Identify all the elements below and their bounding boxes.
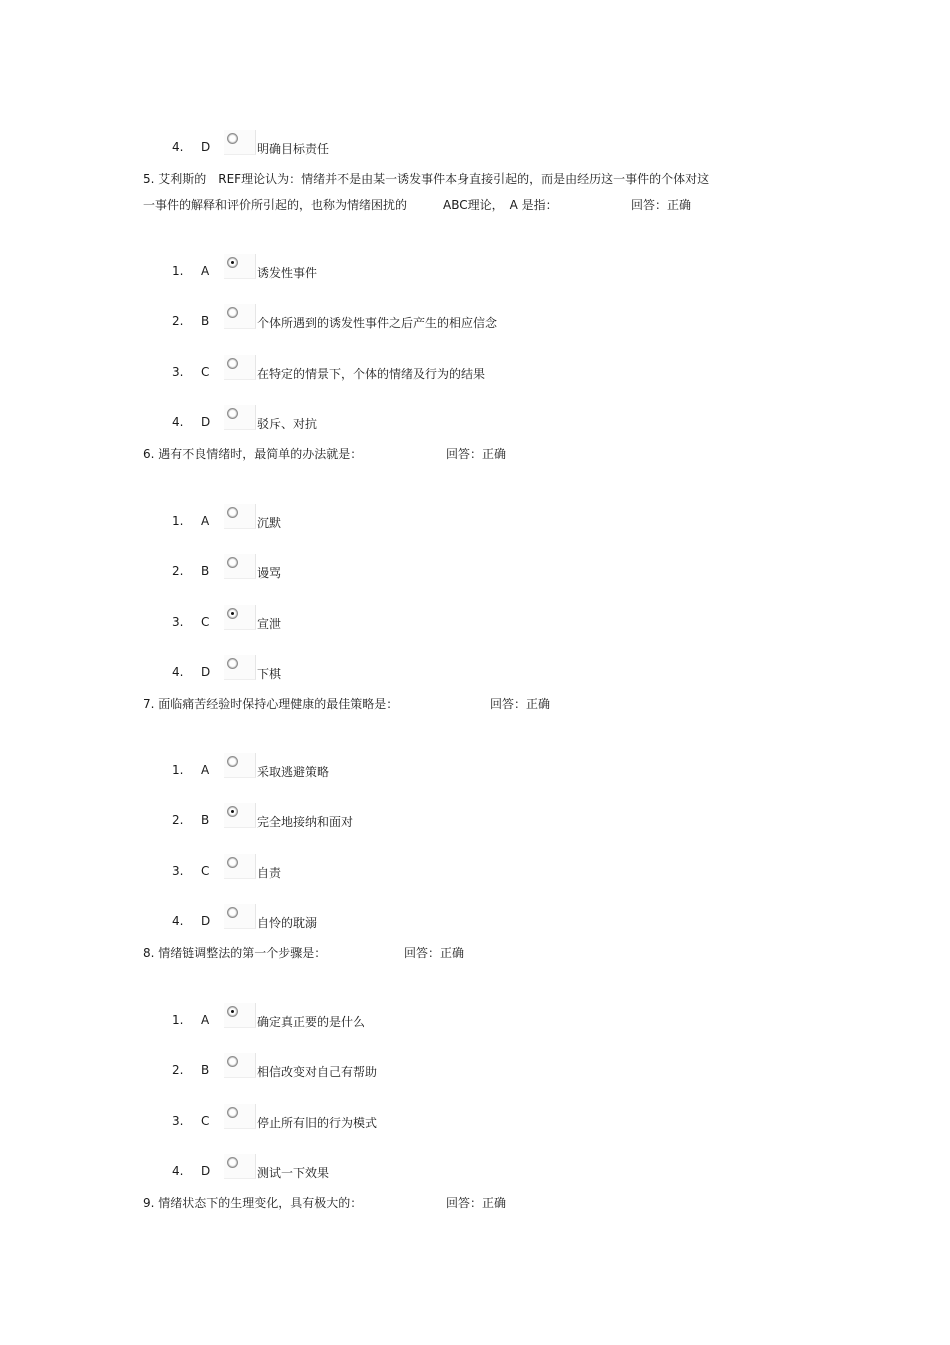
option-number: 3. bbox=[172, 864, 184, 878]
radio-button[interactable] bbox=[224, 254, 256, 279]
option-letter: B bbox=[201, 1063, 210, 1077]
question-text: 7. 面临痛苦经验时保持心理健康的最佳策略是： bbox=[143, 697, 399, 711]
option-number: 3. bbox=[172, 1114, 184, 1128]
option-number: 3. bbox=[172, 615, 184, 629]
option-text: 完全地接纳和面对 bbox=[257, 815, 354, 829]
radio-circle-icon bbox=[227, 658, 238, 669]
radio-button[interactable] bbox=[224, 554, 256, 579]
radio-button[interactable] bbox=[224, 405, 256, 430]
question-text: 5. 艾利斯的 REF理论认为：情绪并不是由某一诱发事件本身直接引起的，而是由经历这一事件的个体对这 bbox=[143, 172, 710, 186]
option-number: 4. bbox=[172, 140, 184, 154]
radio-circle-icon bbox=[227, 1157, 238, 1168]
option-text: 相信改变对自己有帮助 bbox=[257, 1065, 378, 1079]
option-number: 1. bbox=[172, 1013, 184, 1027]
radio-circle-icon bbox=[227, 133, 238, 144]
option-number: 2. bbox=[172, 314, 184, 328]
option-text: 停止所有旧的行为模式 bbox=[257, 1116, 378, 1130]
radio-circle-icon bbox=[227, 608, 238, 619]
radio-button[interactable] bbox=[224, 854, 256, 879]
option-text: 沉默 bbox=[257, 516, 282, 530]
radio-button[interactable] bbox=[224, 1104, 256, 1129]
option-text: 测试一下效果 bbox=[257, 1166, 330, 1180]
option-text: 诱发性事件 bbox=[257, 266, 318, 280]
radio-circle-icon bbox=[227, 408, 238, 419]
radio-button[interactable] bbox=[224, 803, 256, 828]
option-letter: B bbox=[201, 813, 210, 827]
option-letter: D bbox=[201, 1164, 211, 1178]
option-text: 下棋 bbox=[257, 667, 282, 681]
question-text: 6. 遇有不良情绪时，最简单的办法就是： bbox=[143, 447, 363, 461]
option-letter: D bbox=[201, 665, 211, 679]
radio-circle-icon bbox=[227, 1107, 238, 1118]
option-letter: C bbox=[201, 864, 210, 878]
radio-circle-icon bbox=[227, 1056, 238, 1067]
radio-button[interactable] bbox=[224, 1003, 256, 1028]
option-number: 4. bbox=[172, 665, 184, 679]
option-text: 自怜的耽溺 bbox=[257, 916, 318, 930]
radio-button[interactable] bbox=[224, 655, 256, 680]
option-number: 3. bbox=[172, 365, 184, 379]
radio-button[interactable] bbox=[224, 355, 256, 380]
option-text: 宣泄 bbox=[257, 617, 282, 631]
answer-status: 回答：正确 bbox=[446, 447, 507, 461]
radio-circle-icon bbox=[227, 756, 238, 767]
radio-circle-icon bbox=[227, 1006, 238, 1017]
radio-button[interactable] bbox=[224, 904, 256, 929]
radio-circle-icon bbox=[227, 907, 238, 918]
radio-selected-dot-icon bbox=[231, 612, 234, 615]
radio-selected-dot-icon bbox=[231, 261, 234, 264]
option-letter: B bbox=[201, 314, 210, 328]
option-number: 1. bbox=[172, 514, 184, 528]
radio-circle-icon bbox=[227, 557, 238, 568]
option-number: 4. bbox=[172, 1164, 184, 1178]
option-number: 2. bbox=[172, 813, 184, 827]
question-text: 8. 情绪链调整法的第一个步骤是： bbox=[143, 946, 327, 960]
option-letter: A bbox=[201, 264, 210, 278]
option-text: 确定真正要的是什么 bbox=[257, 1015, 366, 1029]
option-text: 明确目标责任 bbox=[257, 142, 330, 156]
question-text-line2: 一事件的解释和评价所引起的，也称为情绪困扰的 ABC理论， A 是指： bbox=[143, 198, 558, 212]
option-letter: A bbox=[201, 763, 210, 777]
option-text: 自责 bbox=[257, 866, 282, 880]
option-number: 4. bbox=[172, 914, 184, 928]
question-text: 9. 情绪状态下的生理变化，具有极大的： bbox=[143, 1196, 363, 1210]
option-text: 在特定的情景下，个体的情绪及行为的结果 bbox=[257, 367, 486, 381]
radio-button[interactable] bbox=[224, 504, 256, 529]
option-letter: C bbox=[201, 365, 210, 379]
option-text: 个体所遇到的诱发性事件之后产生的相应信念 bbox=[257, 316, 498, 330]
option-letter: D bbox=[201, 140, 211, 154]
radio-button[interactable] bbox=[224, 304, 256, 329]
radio-circle-icon bbox=[227, 806, 238, 817]
radio-circle-icon bbox=[227, 507, 238, 518]
option-letter: B bbox=[201, 564, 210, 578]
radio-selected-dot-icon bbox=[231, 810, 234, 813]
option-letter: C bbox=[201, 1114, 210, 1128]
option-text: 驳斥、对抗 bbox=[257, 417, 318, 431]
option-number: 4. bbox=[172, 415, 184, 429]
option-text: 采取逃避策略 bbox=[257, 765, 330, 779]
radio-button[interactable] bbox=[224, 1053, 256, 1078]
radio-button[interactable] bbox=[224, 753, 256, 778]
option-letter: D bbox=[201, 914, 211, 928]
answer-status: 回答：正确 bbox=[490, 697, 551, 711]
radio-button[interactable] bbox=[224, 130, 256, 155]
radio-circle-icon bbox=[227, 857, 238, 868]
option-number: 1. bbox=[172, 763, 184, 777]
option-letter: A bbox=[201, 514, 210, 528]
option-letter: C bbox=[201, 615, 210, 629]
answer-status: 回答：正确 bbox=[631, 198, 692, 212]
radio-button[interactable] bbox=[224, 605, 256, 630]
option-letter: D bbox=[201, 415, 211, 429]
option-number: 2. bbox=[172, 1063, 184, 1077]
radio-button[interactable] bbox=[224, 1154, 256, 1179]
option-number: 2. bbox=[172, 564, 184, 578]
option-text: 谩骂 bbox=[257, 566, 282, 580]
radio-circle-icon bbox=[227, 307, 238, 318]
radio-circle-icon bbox=[227, 358, 238, 369]
option-number: 1. bbox=[172, 264, 184, 278]
answer-status: 回答：正确 bbox=[404, 946, 465, 960]
radio-circle-icon bbox=[227, 257, 238, 268]
radio-selected-dot-icon bbox=[231, 1010, 234, 1013]
option-letter: A bbox=[201, 1013, 210, 1027]
answer-status: 回答：正确 bbox=[446, 1196, 507, 1210]
